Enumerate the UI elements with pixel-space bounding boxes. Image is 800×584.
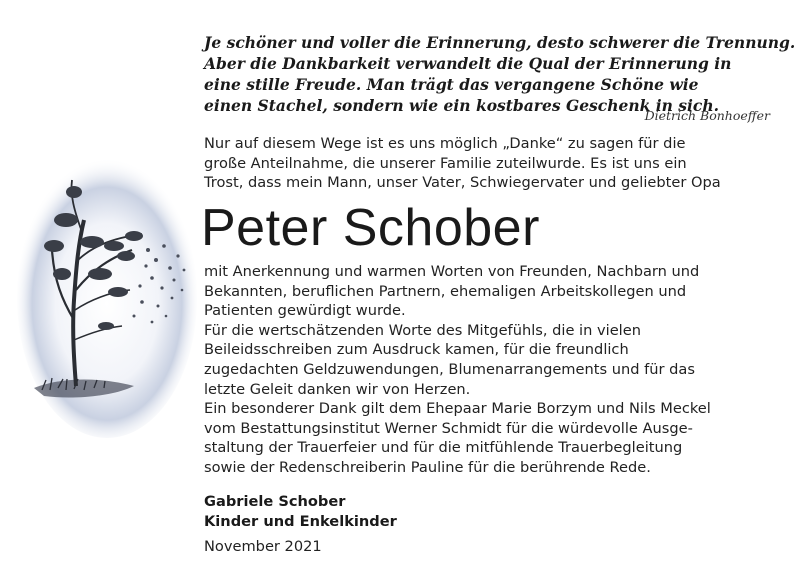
bonhoeffer-quote bbox=[204, 32, 796, 116]
date: November 2021 bbox=[204, 538, 322, 555]
thanks-line: sowie der Redenschreiberin Pauline für die berührende Rede. bbox=[204, 458, 651, 476]
thanks-line: mit Anerkennung und warmen Worten von Freunden, Nachbarn und bbox=[204, 263, 700, 280]
windswept-tree-icon bbox=[14, 150, 200, 440]
quote-line: einen Stachel, sondern wie ein kostbares Geschenk in sich. bbox=[204, 96, 720, 115]
thanks-line: Ein besonderer Dank gilt dem Ehepaar Marie Borzym und Nils Meckel bbox=[204, 400, 711, 418]
thanks-line: Für die wertschätzenden Worte des Mitgefühls, die in vielen bbox=[204, 321, 641, 339]
thanks-line: letzte Geleit danken wir von Herzen. bbox=[204, 380, 471, 398]
signature-family: Kinder und Enkelkinder bbox=[204, 513, 397, 530]
intro-line: große Anteilnahme, die unserer Familie zuteilwurde. Es ist uns ein bbox=[204, 154, 687, 172]
thanks-line: vom Bestattungsinstitut Werner Schmidt für die würdevolle Ausge- bbox=[204, 419, 693, 437]
quote-line: eine stille Freude. Man trägt das vergangene Schöne wie bbox=[204, 75, 699, 94]
thanks-line: staltung der Trauerfeier und für die mitfühlende Trauerbegleitung bbox=[204, 439, 683, 457]
thanks-line: zugedachten Geldzuwendungen, Blumenarrangements und für das bbox=[204, 360, 695, 378]
intro-paragraph bbox=[204, 134, 779, 193]
tree-illustration bbox=[14, 150, 200, 440]
quote-line: Aber die Dankbarkeit verwandelt die Qual der Erinnerung in bbox=[204, 54, 732, 73]
intro-line: Trost, dass mein Mann, unser Vater, Schwiegervater und geliebter Opa bbox=[204, 174, 721, 192]
signature-block bbox=[204, 492, 397, 532]
thanks-paragraph bbox=[204, 262, 779, 478]
quote-author: Dietrich Bonhoeffer bbox=[644, 108, 770, 123]
quote-line: Je schöner und voller die Erinnerung, desto schwerer die Trennung. bbox=[204, 33, 796, 52]
thanks-line: Patienten gewürdigt wurde. bbox=[204, 302, 406, 320]
thanks-line: Bekannten, beruflichen Partnern, ehemaligen Arbeitskollegen und bbox=[204, 282, 687, 300]
thanks-line: Beileidsschreiben zum Ausdruck kamen, für die freundlich bbox=[204, 341, 629, 359]
deceased-name: Peter Schober bbox=[201, 199, 540, 257]
signature-name: Gabriele Schober bbox=[204, 493, 346, 510]
intro-line: Nur auf diesem Wege ist es uns möglich „Danke“ zu sagen für die bbox=[204, 135, 686, 152]
